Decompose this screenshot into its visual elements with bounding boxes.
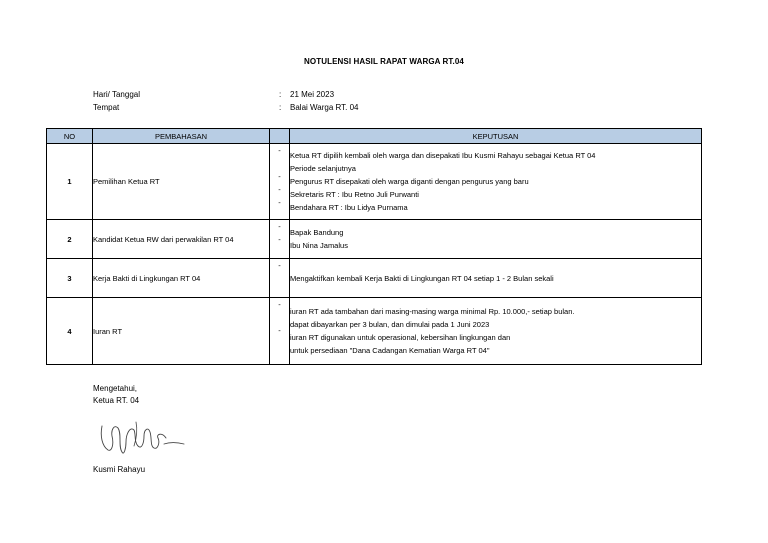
row-number: 1 (47, 144, 93, 220)
row-bullets (270, 220, 290, 259)
bullet-mark: - (278, 185, 281, 194)
decision-line: iuran RT ada tambahan dari masing-masing warga minimal Rp. 10.000,- setiap bulan. (290, 307, 575, 316)
signoff-acknowledged: Mengetahui, (93, 384, 138, 393)
row-bullets (270, 298, 290, 365)
row-decision (290, 298, 702, 365)
bullet-mark: - (278, 198, 281, 207)
bullet-mark (270, 157, 289, 170)
header-decision: KEPUTUSAN (290, 129, 702, 144)
decision-line: Ketua RT dipilih kembali oleh warga dan disepakati Ibu Kusmi Rahayu sebagai Ketua RT 04 (290, 151, 596, 160)
signature-image (96, 412, 186, 460)
meta-label: Hari/ Tanggal (93, 90, 140, 99)
bullet-mark: - (278, 261, 281, 270)
meta-block (93, 88, 358, 114)
decision-line: Bapak Bandung (290, 228, 344, 237)
meta-row-place (93, 101, 358, 114)
row-topic: Kerja Bakti di Lingkungan RT 04 (93, 259, 270, 298)
bullet-mark: - (278, 235, 281, 244)
bullet-mark: - (278, 146, 281, 155)
bullet-mark: - (278, 222, 281, 231)
signer-name: Kusmi Rahayu (93, 465, 146, 474)
row-decision (290, 220, 702, 259)
decision-line: Bendahara RT : Ibu Lidya Purnama (290, 203, 408, 212)
table-header-row (47, 129, 702, 144)
decision-line: Ibu Nina Jamalus (290, 241, 348, 250)
bullet-mark: - (278, 300, 281, 309)
row-topic: Pemilihan Ketua RT (93, 144, 270, 220)
bullet-mark: - (278, 172, 281, 181)
table-row (47, 298, 702, 365)
row-number: 3 (47, 259, 93, 298)
table-row (47, 220, 702, 259)
minutes-table (46, 128, 702, 365)
row-topic: Iuran RT (93, 298, 270, 365)
signoff-position: Ketua RT. 04 (93, 396, 140, 405)
row-decision (290, 144, 702, 220)
row-number: 4 (47, 298, 93, 365)
meta-row-date (93, 88, 358, 101)
decision-line: Pengurus RT disepakati oleh warga diganti dengan pengurus yang baru (290, 177, 529, 186)
document-title: NOTULENSI HASIL RAPAT WARGA RT.04 (304, 57, 464, 66)
bullet-mark (270, 311, 289, 324)
meta-colon: : (279, 90, 282, 99)
row-decision (290, 259, 702, 298)
meta-colon: : (279, 103, 282, 112)
decision-line: dapat dibayarkan per 3 bulan, dan dimulai pada 1 Juni 2023 (290, 320, 490, 329)
table-row (47, 144, 702, 220)
table-row (47, 259, 702, 298)
row-bullets (270, 259, 290, 298)
meta-label: Tempat (93, 103, 120, 112)
signoff-block (93, 383, 139, 407)
decision-line: Sekretaris RT : Ibu Retno Juli Purwanti (290, 190, 419, 199)
bullet-mark: - (278, 326, 281, 335)
meta-value: 21 Mei 2023 (290, 90, 335, 99)
bullet-mark (270, 337, 289, 350)
decision-line: Periode selanjutnya (290, 164, 356, 173)
decision-line: Mengaktifkan kembali Kerja Bakti di Lingkungan RT 04 setiap 1 - 2 Bulan sekali (290, 273, 554, 283)
meta-value: Balai Warga RT. 04 (290, 103, 359, 112)
header-no: NO (47, 129, 93, 144)
decision-line: untuk persediaan "Dana Cadangan Kematian Warga RT 04" (290, 346, 490, 355)
decision-line: iuran RT digunakan untuk operasional, kebersihan lingkungan dan (290, 333, 511, 342)
row-bullets (270, 144, 290, 220)
header-spacer (270, 129, 290, 144)
header-topic: PEMBAHASAN (93, 129, 270, 144)
row-number: 2 (47, 220, 93, 259)
row-topic: Kandidat Ketua RW dari perwakilan RT 04 (93, 220, 270, 259)
